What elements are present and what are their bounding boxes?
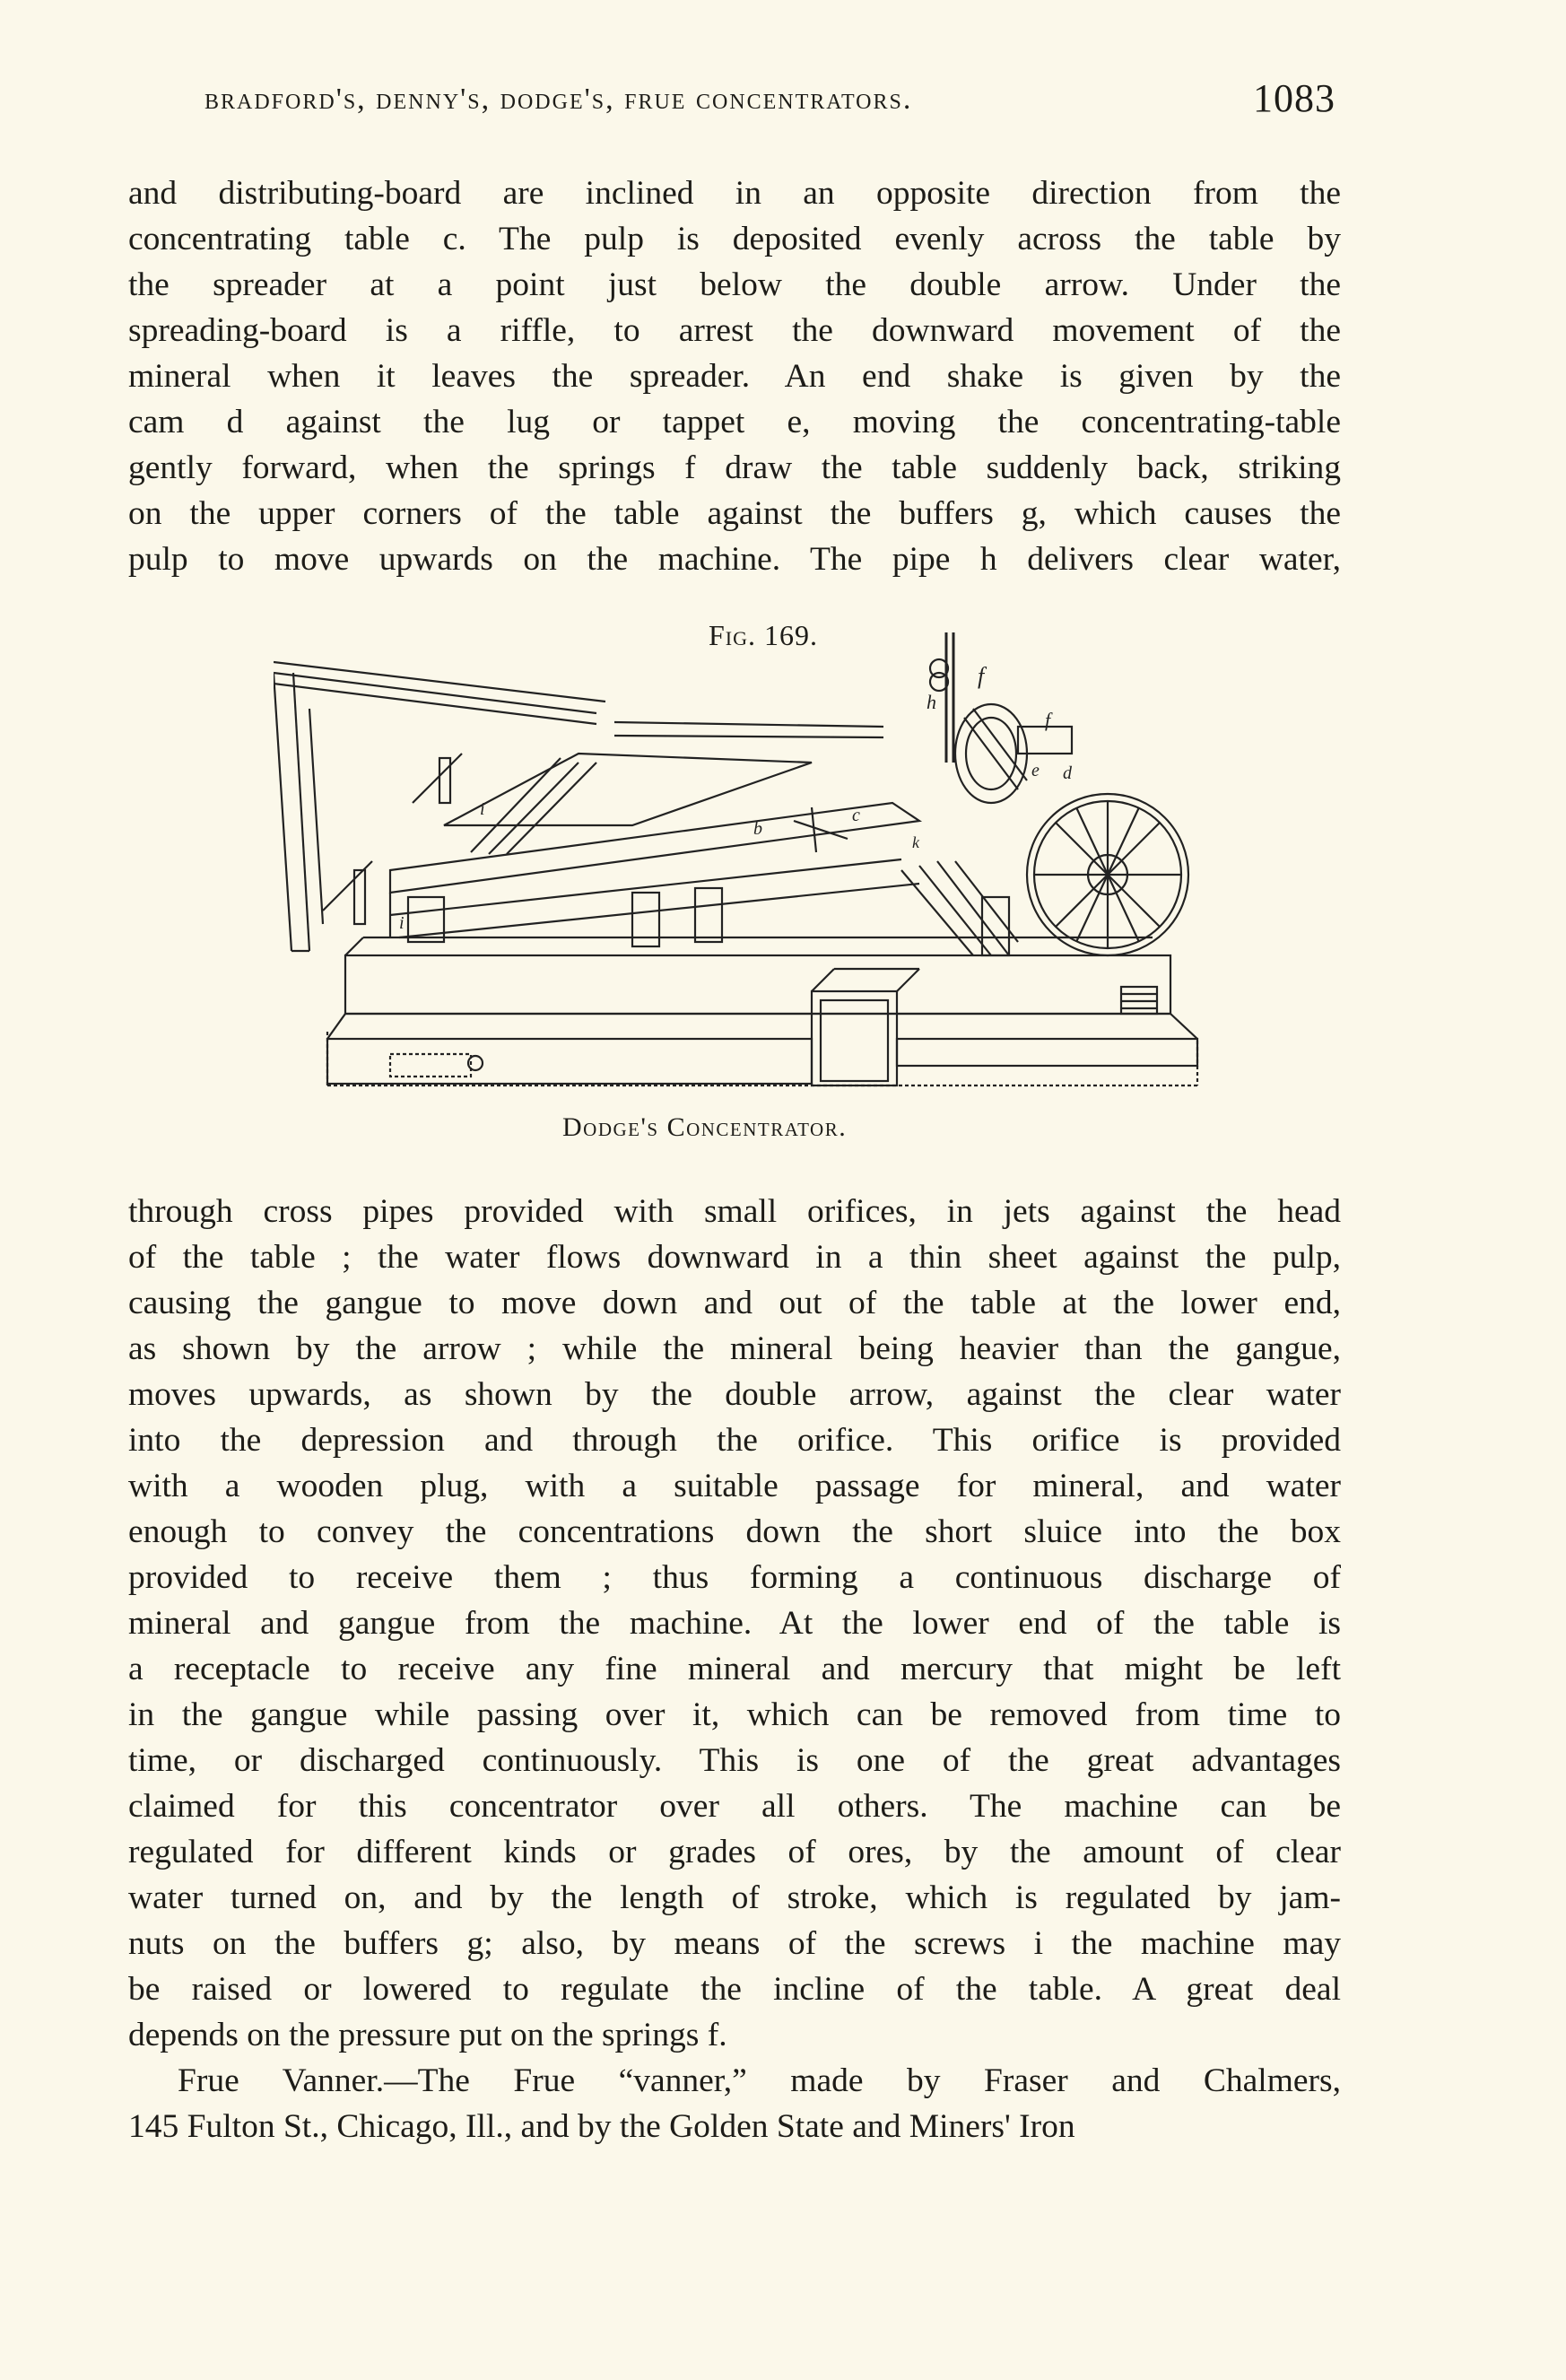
- text-line: water turned on, and by the length of stroke, which is regulated by jam-: [128, 1879, 1341, 1916]
- text-line: 145 Fulton St., Chicago, Ill., and by the Golden State and Miners' Iron: [128, 2108, 1075, 2145]
- text-line: depends on the pressure put on the springs f.: [128, 2017, 727, 2053]
- concentrating-table: [390, 803, 919, 893]
- text-line: moves upwards, as shown by the double arrow, against the clear water: [128, 1376, 1341, 1413]
- text-line: of the table ; the water flows downward in a thin sheet against the pulp,: [128, 1239, 1341, 1276]
- text-line: in the gangue while passing over it, which can be removed from time to: [128, 1696, 1341, 1733]
- letter-h: h: [927, 691, 936, 713]
- text-line: into the depression and through the orifice. This orifice is provided: [128, 1422, 1341, 1459]
- foundation-beam: [327, 1039, 812, 1084]
- text-line: through cross pipes provided with small orifices, in jets against the head: [128, 1193, 1341, 1230]
- text-line: pulp to move upwards on the machine. The pipe h delivers clear water,: [128, 541, 1341, 578]
- driving-wheel: [1027, 794, 1188, 955]
- discharge-box: [812, 991, 897, 1085]
- text-line: claimed for this concentrator over all others. The machine can be: [128, 1788, 1341, 1825]
- letter-e: e: [1031, 761, 1040, 780]
- paragraph-bottom: [128, 1189, 1341, 2149]
- text-line: gently forward, when the springs f draw the table suddenly back, striking: [128, 449, 1341, 486]
- spring-assembly: [955, 704, 1072, 803]
- text-line: as shown by the arrow ; while the mineral being heavier than the gangue,: [128, 1330, 1341, 1367]
- text-line: be raised or lowered to regulate the incline of the table. A great deal: [128, 1971, 1341, 2008]
- letter-i: i: [480, 799, 485, 819]
- text-line: enough to convey the concentrations down the short sluice into the box: [128, 1513, 1341, 1550]
- text-line: a receptacle to receive any fine mineral and mercury that might be left: [128, 1651, 1341, 1687]
- letter-f: f: [978, 663, 985, 689]
- text-line: spreading-board is a riffle, to arrest the downward movement of the: [128, 312, 1341, 349]
- text-line: the spreader at a point just below the double arrow. Under the: [128, 266, 1341, 303]
- dodge-concentrator-illustration: [274, 619, 1206, 1108]
- letter-f: f: [1045, 709, 1051, 731]
- letter-i: i: [399, 913, 405, 933]
- text-line: Frue Vanner.—The Frue “vanner,” made by Fraser and Chalmers,: [178, 2062, 1341, 2099]
- figure-caption: Dodge's Concentrator.: [562, 1112, 848, 1142]
- base-frame: [345, 955, 1170, 1014]
- letter-d: d: [1063, 763, 1072, 783]
- page-number: 1083: [1253, 76, 1335, 120]
- text-line: with a wooden plug, with a suitable passage for mineral, and water: [128, 1468, 1341, 1504]
- text-line: cam d against the lug or tappet e, moving the concentrating-table: [128, 404, 1341, 440]
- letter-k: k: [912, 833, 919, 851]
- running-title: bradford's, denny's, dodge's, frue concentrators.: [204, 83, 913, 116]
- text-line: provided to receive them ; thus forming a continuous discharge of: [128, 1559, 1341, 1596]
- text-line: on the upper corners of the table against the buffers g, which causes the: [128, 495, 1341, 532]
- text-line: mineral and gangue from the machine. At the lower end of the table is: [128, 1605, 1341, 1642]
- text-line: and distributing-board are inclined in an opposite direction from the: [128, 175, 1341, 212]
- text-line: mineral when it leaves the spreader. An end shake is given by the: [128, 358, 1341, 395]
- running-head: [204, 76, 1370, 120]
- distributing-board: [444, 754, 812, 825]
- letter-b: b: [753, 819, 762, 839]
- text-line: causing the gangue to move down and out of the table at the lower end,: [128, 1285, 1341, 1321]
- figure-label: Fig. 169.: [709, 619, 819, 651]
- text-line: concentrating table c. The pulp is deposited evenly across the table by: [128, 221, 1341, 257]
- text-line: time, or discharged continuously. This is one of the great advantages: [128, 1742, 1341, 1779]
- paragraph-top: [128, 170, 1341, 582]
- text-line: nuts on the buffers g; also, by means of the screws i the machine may: [128, 1925, 1341, 1962]
- letter-c: c: [852, 806, 860, 825]
- text-line: regulated for different kinds or grades of ores, by the amount of clear: [128, 1834, 1341, 1870]
